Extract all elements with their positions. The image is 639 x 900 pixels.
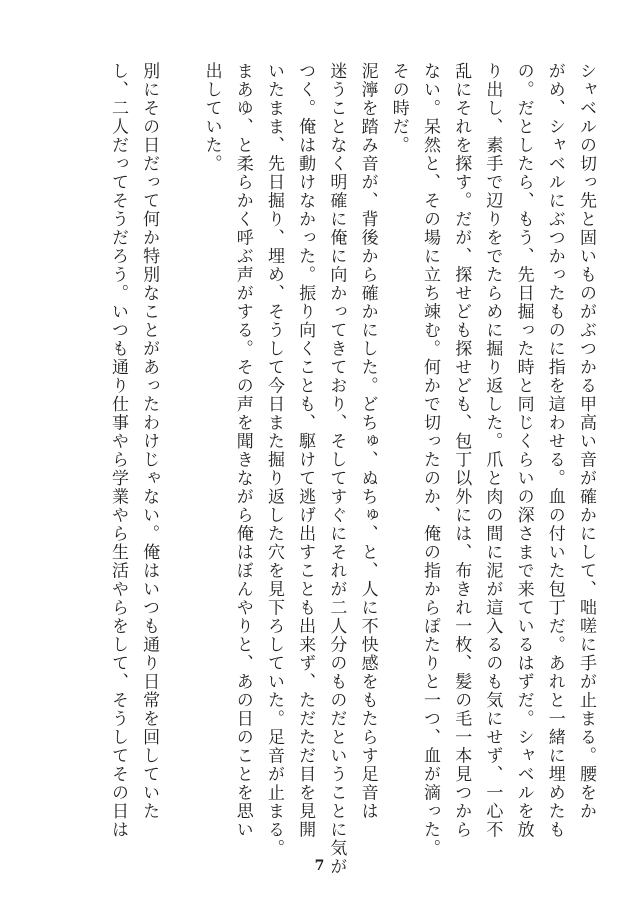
text-line: その時だ。 bbox=[388, 62, 409, 155]
text-line: 出していた。 bbox=[201, 62, 222, 173]
text-line: いたまま、先日掘り、埋め、そうして今日また掘り返した穴を見下ろしていた。足音が止まる。 bbox=[263, 62, 284, 858]
page-number: 7 bbox=[314, 858, 325, 874]
text-line: 泥濘を踏み音が、背後から確かにした。どちゅ、ぬちゅ、と、人に不快感をもたらす足音は bbox=[357, 62, 378, 821]
text-line: 乱にそれを探す。だが、探せども探せども、包丁以外には、布きれ一枚、髪の毛一本見つから bbox=[451, 62, 472, 839]
text-line: つく。俺は動けなかった。振り向くことも、駆けて逃げ出すことも出来ず、ただただ目を見開 bbox=[295, 62, 316, 839]
text-line: り出し、素手で辺りをでたらめに掘り返した。爪と肉の間に泥が這入るのも気にせず、一心不 bbox=[482, 62, 503, 839]
text-line: し、二人だってそうだろう。いつも通り仕事やら学業やら生活やらをして、そうしてその日は bbox=[107, 62, 128, 839]
blank-line bbox=[164, 62, 195, 852]
text-line: 迷うことなく明確に俺に向かってきており、そしてすぐにそれが二人分のものだということに気が bbox=[326, 62, 347, 876]
text-line: シャベルの切っ先と固いものがぶつかる甲高い音が確かにして、咄嗟に手が止まる。腰をか bbox=[576, 62, 596, 821]
text-line: の。だとしたら、もう、先日掘った時と同じくらいの深さまで来ているはずだ。シャベルを放 bbox=[513, 62, 534, 839]
text-line: 別にその日だって何か特別なことがあったわけじゃない。俺はいつも通り日常を回していた bbox=[139, 62, 160, 821]
text-line: ない。呆然と、その場に立ち竦む。何かで切ったのか、俺の指からぽたりと一つ、血が滴った。 bbox=[419, 62, 440, 858]
text-line: まあゆ、と柔らかく呼ぶ声がする。その声を聞きながら俺はぼんやりと、あの日のことを思い bbox=[232, 62, 253, 839]
vertical-text-body bbox=[102, 62, 601, 876]
text-line: がめ、シャベルにぶつかったものに指を這わせる。血の付いた包丁だ。あれと一緒に埋めたも bbox=[544, 62, 565, 839]
